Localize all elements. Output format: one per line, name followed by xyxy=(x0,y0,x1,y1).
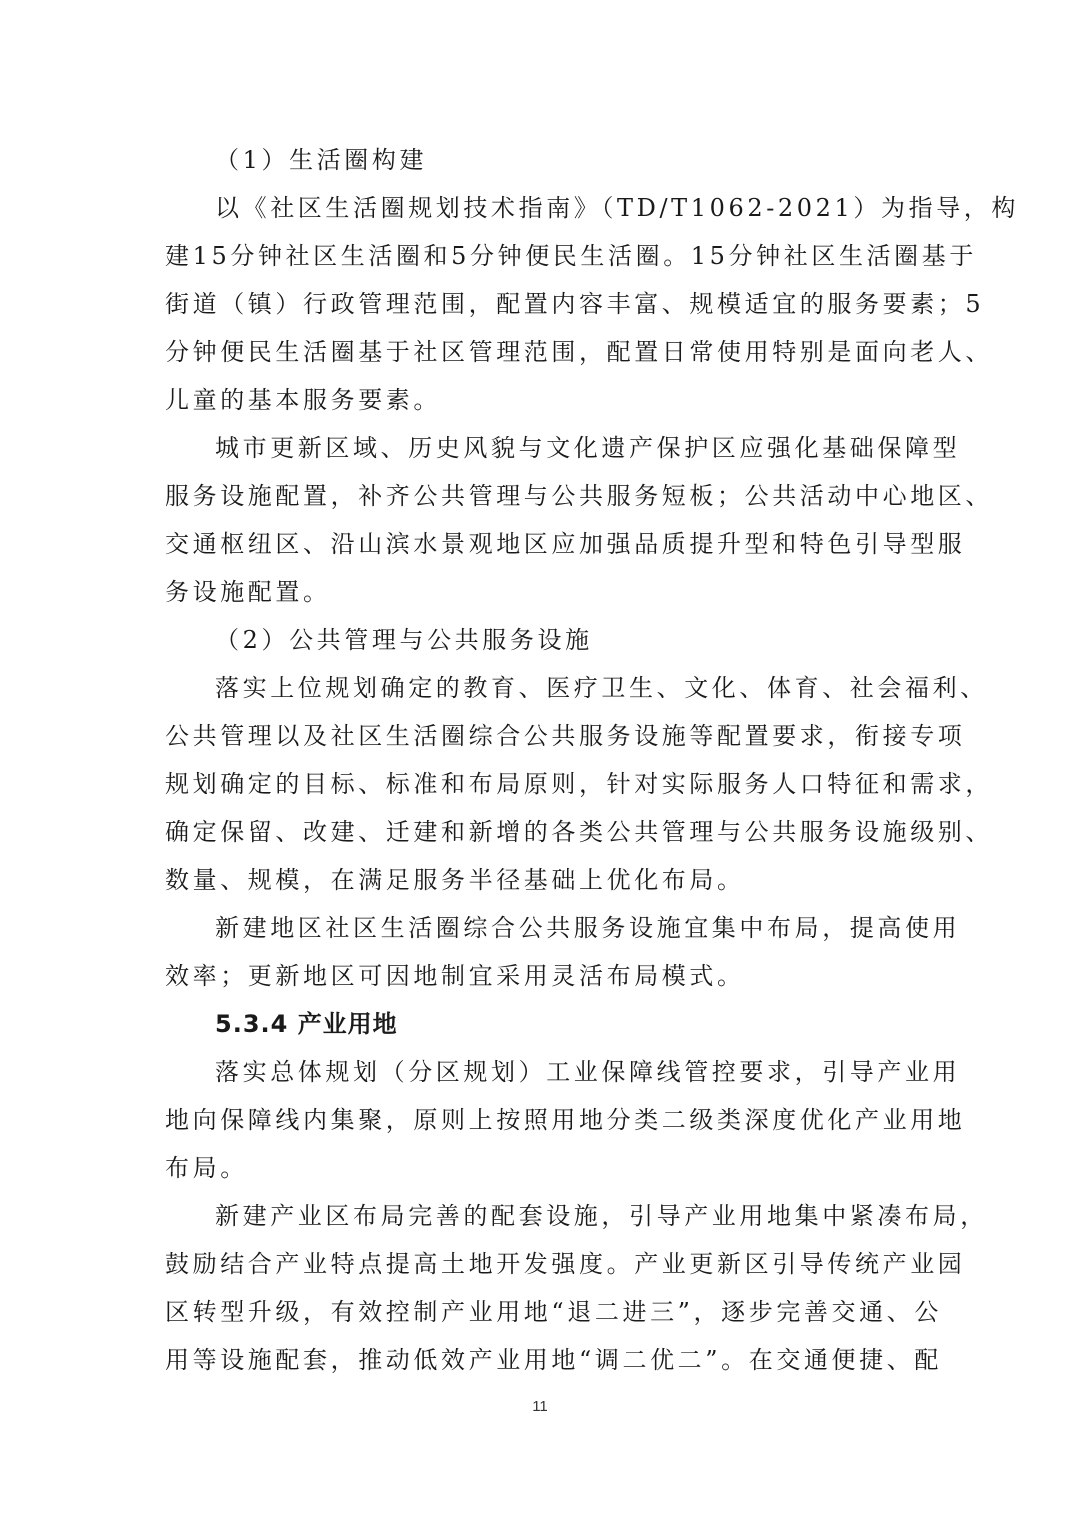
paragraph-line: 用等设施配套，推动低效产业用地“调二优二”。在交通便捷、配 xyxy=(165,1346,942,1374)
paragraph-line: 落实上位规划确定的教育、医疗卫生、文化、体育、社会福利、 xyxy=(215,674,988,702)
paragraph-line: 区转型升级，有效控制产业用地“退二进三”，逐步完善交通、公 xyxy=(165,1298,942,1326)
paragraph-line: 公共管理以及社区生活圈综合公共服务设施等配置要求，衔接专项 xyxy=(165,722,966,750)
paragraph-line: 地向保障线内集聚，原则上按照用地分类二级类深度优化产业用地 xyxy=(165,1106,966,1134)
paragraph-line: 落实总体规划（分区规划）工业保障线管控要求，引导产业用 xyxy=(215,1058,961,1086)
paragraph-line: 城市更新区域、历史风貌与文化遗产保护区应强化基础保障型 xyxy=(215,434,961,462)
paragraph-line: 儿童的基本服务要素。 xyxy=(165,386,441,414)
paragraph-line: 务设施配置。 xyxy=(165,578,331,606)
page-number: 11 xyxy=(532,1398,548,1415)
paragraph-line: 确定保留、改建、迁建和新增的各类公共管理与公共服务设施级别、 xyxy=(165,818,993,846)
paragraph-line: 数量、规模，在满足服务半径基础上优化布局。 xyxy=(165,866,745,894)
paragraph-line: 规划确定的目标、标准和布局原则，针对实际服务人口特征和需求， xyxy=(165,770,993,798)
paragraph-line: 布局。 xyxy=(165,1154,248,1182)
paragraph-line: 鼓励结合产业特点提高土地开发强度。产业更新区引导传统产业园 xyxy=(165,1250,966,1278)
subsection-title-public-services: （2）公共管理与公共服务设施 xyxy=(215,626,593,654)
paragraph-line: 交通枢纽区、沿山滨水景观地区应加强品质提升型和特色引导型服 xyxy=(165,530,966,558)
paragraph-line: 新建产业区布局完善的配套设施，引导产业用地集中紧凑布局， xyxy=(215,1202,988,1230)
subsection-title-living-circle: （1）生活圈构建 xyxy=(215,146,428,174)
paragraph-line: 服务设施配置，补齐公共管理与公共服务短板；公共活动中心地区、 xyxy=(165,482,993,510)
paragraph-line: 建15分钟社区生活圈和5分钟便民生活圈。15分钟社区生活圈基于 xyxy=(165,242,977,270)
paragraph-line: 街道（镇）行政管理范围，配置内容丰富、规模适宜的服务要素；5 xyxy=(165,290,985,318)
paragraph-line: 新建地区社区生活圈综合公共服务设施宜集中布局，提高使用 xyxy=(215,914,961,942)
paragraph-line: 分钟便民生活圈基于社区管理范围，配置日常使用特别是面向老人、 xyxy=(165,338,993,366)
section-heading-industrial-land: 5.3.4 产业用地 xyxy=(215,1010,398,1038)
paragraph-line: 以《社区生活圈规划技术指南》（TD/T1062-2021）为指导，构 xyxy=(215,194,1020,222)
paragraph-line: 效率；更新地区可因地制宜采用灵活布局模式。 xyxy=(165,962,745,990)
